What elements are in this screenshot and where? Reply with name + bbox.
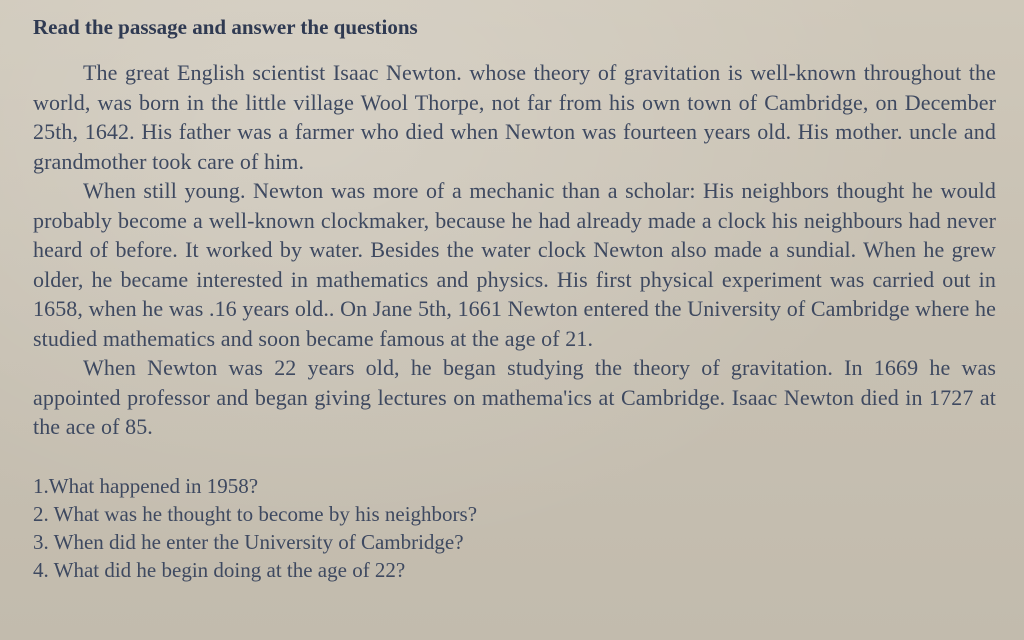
page-heading: Read the passage and answer the questions: [33, 15, 418, 39]
question-2: 2. What was he thought to become by his neighbors?: [33, 501, 478, 526]
question-4: 4. What did he begin doing at the age of 22?: [33, 557, 406, 582]
passage-paragraph-2: When still young. Newton was more of a mechanic than a scholar: His neighbors thought he would probably become a well-known clockmaker, because he had already made a clock his neighbours had never heard of before. It worked by water. Besides the water clock Newton also made a sundial. When he grew older, he became interested in mathematics and physics. His first physical experiment was carried out in 1658, when he was .16 years old.. On Jane 5th, 1661 Newton entered the University of Cambridge where he studied mathematics and soon became famous at the age of 21.: [33, 178, 996, 351]
reading-passage: [33, 58, 996, 442]
question-1: 1.What happened in 1958?: [33, 473, 259, 498]
passage-paragraph-3: When Newton was 22 years old, he began studying the theory of gravitation. In 1669 he was appointed professor and began giving lectures on mathema'ics at Cambridge. Isaac Newton died in 1727 at the ace of 85.: [33, 355, 996, 439]
passage-paragraph-1: The great English scientist Isaac Newton. whose theory of gravitation is well-known throughout the world, was born in the little village Wool Thorpe, not far from his own town of Cambridge, on December 25th, 1642. His father was a farmer who died when Newton was fourteen years old. His mother. uncle and grandmother took care of him.: [33, 60, 996, 174]
question-3: 3. When did he enter the University of Cambridge?: [33, 529, 464, 554]
question-list: [33, 472, 996, 584]
